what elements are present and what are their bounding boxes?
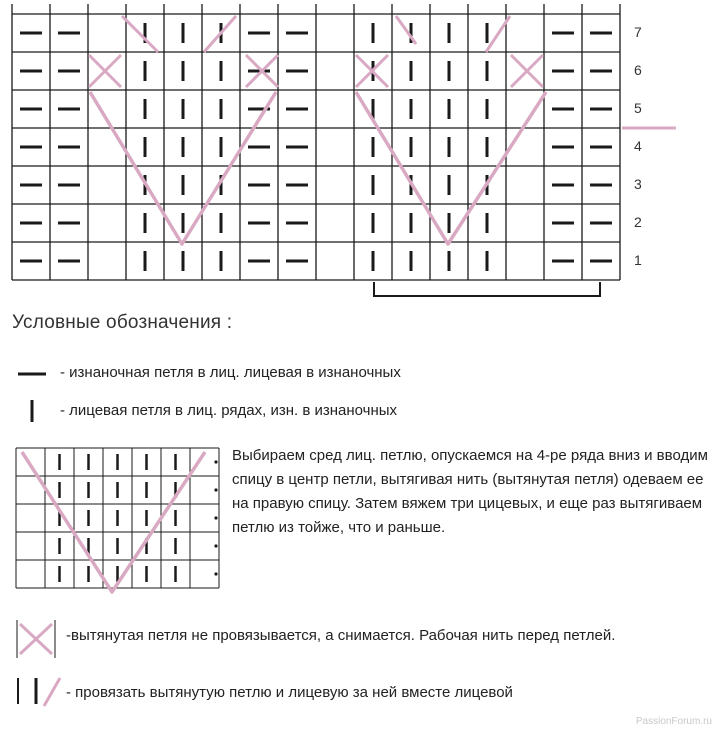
knit-together-slash <box>122 16 158 52</box>
row-number: 5 <box>634 100 642 116</box>
mini-drop-stitch-v <box>22 452 205 592</box>
mini-dot <box>214 488 217 491</box>
chart-grid <box>12 4 620 280</box>
drop-stitch-v <box>356 92 546 244</box>
row-number: 7 <box>634 24 642 40</box>
knit-together-slash <box>396 16 416 44</box>
mini-dot <box>214 544 217 547</box>
legend-cross-text: -вытянутая петля не провязывается, а снимается. Рабочая нить перед петлей. <box>66 627 616 644</box>
knit-together-slash <box>204 16 236 52</box>
watermark: PassionForum.ru <box>635 716 712 727</box>
row-number: 6 <box>634 62 642 78</box>
mini-dot <box>214 516 217 519</box>
row-number: 3 <box>634 176 642 192</box>
row-number: 1 <box>634 252 642 268</box>
legend-graphics <box>16 374 219 706</box>
legend-title: Условные обозначения : <box>12 312 233 333</box>
legend-bar-text: - лицевая петля в лиц. рядах, изн. в изнаночных <box>60 402 398 419</box>
row-number: 4 <box>634 138 642 154</box>
mini-dot <box>214 572 217 575</box>
legend-knit-together-text: - провязать вытянутую петлю и лицевую за ней вместе лицевой <box>66 684 513 701</box>
legend-kt-slash <box>44 678 60 706</box>
row-number: 2 <box>634 214 642 230</box>
legend-drop-stitch-text: Выбираем сред лиц. петлю, опускаемся на 4-ре ряда вниз и вводим спицу в центр петли, вытягивая нить (вытянутая петля) одеваем ее на правую спицу. Затем вяжем три цицевых, и еще раз вытягиваем петлю из тойже, что и раньше. <box>232 447 708 536</box>
repeat-bracket-line <box>374 282 600 296</box>
legend-dash-text: - изнаночная петля в лиц. лицевая в изнаночных <box>60 364 401 381</box>
repeat-bracket <box>374 282 600 296</box>
drop-stitch-lines <box>89 16 676 244</box>
mini-dot <box>214 460 217 463</box>
